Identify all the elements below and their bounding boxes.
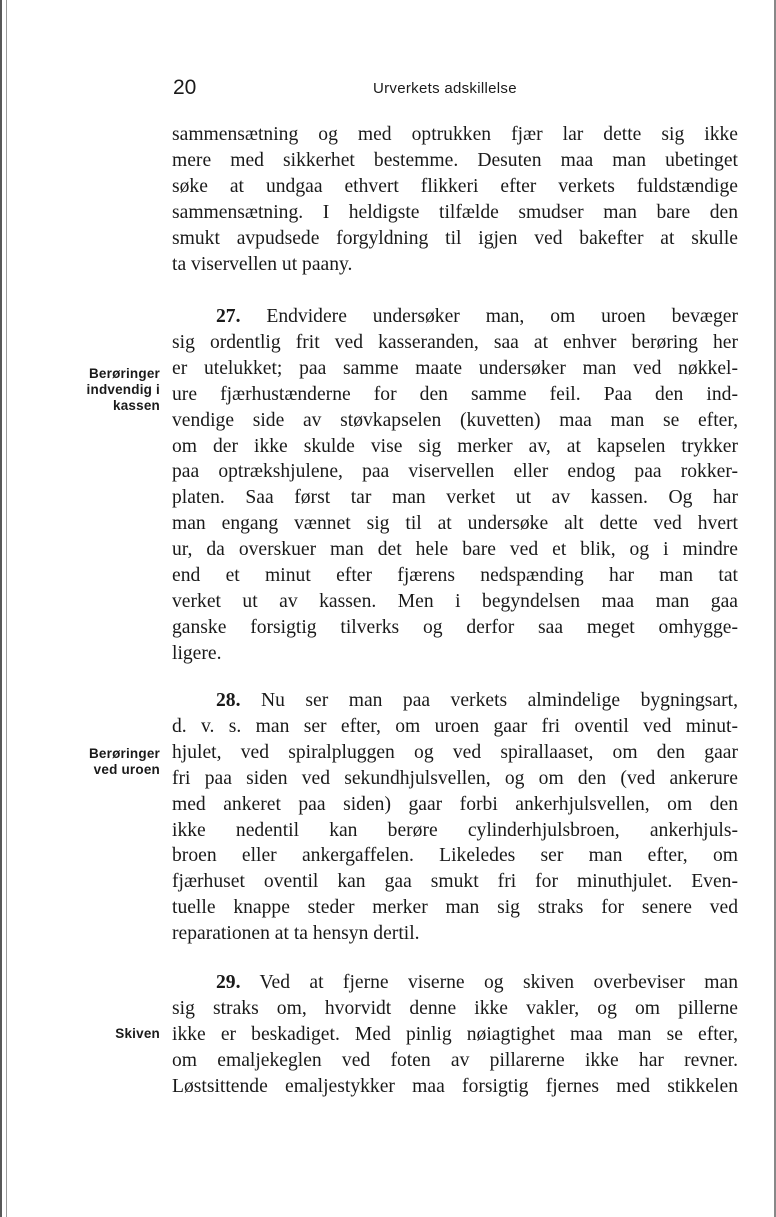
text-line: Løstsittende emaljestykker maa forsigtig fjernes med stikkelen bbox=[172, 1075, 738, 1097]
text-line: er utelukket; paa samme maate undersøker man ved nøkkel- bbox=[172, 357, 738, 379]
text-line: fri paa siden ved sekundhjulsvellen, og om den (ved ankerure bbox=[172, 767, 738, 789]
margin-note-line: Berøringer bbox=[88, 746, 160, 761]
text-line: verket ut av kassen. Men i begyndelsen maa man gaa bbox=[172, 590, 738, 612]
section-29 bbox=[172, 970, 738, 1100]
text-line: ikke nedentil kan berøre cylinderhjulsbroen, ankerhjuls- bbox=[172, 819, 738, 841]
margin-note-line: kassen bbox=[113, 398, 160, 413]
text-line: end et minut efter fjærens nedspænding har man tat bbox=[172, 565, 738, 587]
paragraph-continuation bbox=[172, 122, 738, 277]
text-line: sig straks om, hvorvidt denne ikke vakler, og om pillerne bbox=[172, 997, 738, 1019]
section-27 bbox=[172, 304, 738, 667]
text-line: om emaljekeglen ved foten av pillarerne ikke har revner. bbox=[172, 1049, 738, 1071]
text-line: ligere. bbox=[172, 642, 222, 664]
text-line: Endvidere undersøker man, om uroen bevæger bbox=[266, 306, 738, 327]
margin-note-27 bbox=[64, 366, 160, 414]
text-line: ure fjærhustænderne for den samme feil. Paa den ind- bbox=[172, 383, 738, 405]
text-line: ikke er beskadiget. Med pinlig nøiagtighet maa man se efter, bbox=[172, 1023, 738, 1045]
section-number: 27. bbox=[216, 306, 241, 327]
margin-note-line: ved uroen bbox=[93, 762, 160, 777]
margin-note-29 bbox=[64, 1026, 160, 1042]
text-line: man engang vænnet sig til at undersøke alt dette ved hvert bbox=[172, 513, 738, 535]
section-number: 28. bbox=[216, 690, 241, 711]
text-line: sig ordentlig frit ved kasseranden, saa at enhver berøring her bbox=[172, 331, 738, 353]
text-line: vendige side av støvkapselen (kuvetten) maa man se efter, bbox=[172, 409, 738, 431]
page-edge-left bbox=[0, 0, 12, 1217]
text-line: ganske forsigtig tilverks og derfor saa meget omhygge- bbox=[172, 616, 738, 638]
text-line: ur, da overskuer man det hele bare ved et blik, og i mindre bbox=[172, 539, 738, 561]
text-line: broen eller ankergaffelen. Likeledes ser man efter, om bbox=[172, 845, 738, 867]
section-first-line bbox=[172, 688, 738, 714]
text-line: tuelle knappe steder merker man sig straks for senere ved bbox=[172, 897, 738, 919]
text-line: sammensætning og med optrukken fjær lar dette sig ikke bbox=[172, 124, 738, 145]
text-line: mere med sikkerhet bestemme. Desuten maa man ubetinget bbox=[172, 149, 738, 171]
text-line: reparationen at ta hensyn dertil. bbox=[172, 923, 420, 945]
text-line: søke at undgaa ethvert flikkeri efter verkets fuldstændige bbox=[172, 175, 738, 197]
margin-note-28 bbox=[64, 746, 160, 778]
text-line: smukt avpudsede forgyldning til igjen ved bakefter at skulle bbox=[172, 227, 738, 249]
section-first-line bbox=[172, 304, 738, 330]
text-line: Ved at fjerne viserne og skiven overbeviser man bbox=[259, 972, 739, 993]
text-line: d. v. s. man ser efter, om uroen gaar fri oventil ved minut- bbox=[172, 715, 738, 737]
text-line: fjærhuset oventil kan gaa smukt fri for minuthjulet. Even- bbox=[172, 871, 738, 893]
page-number: 20 bbox=[173, 76, 197, 99]
margin-note-line: Berøringer bbox=[88, 366, 160, 381]
text-line: platen. Saa først tar man verket ut av kassen. Og har bbox=[172, 487, 738, 509]
section-28 bbox=[172, 688, 738, 947]
margin-note-line: Skiven bbox=[115, 1026, 160, 1041]
text-line: Nu ser man paa verkets almindelige bygningsart, bbox=[260, 690, 738, 711]
text-line: hjulet, ved spiralpluggen og ved spirallaaset, om den gaar bbox=[172, 741, 738, 763]
page-edge-right bbox=[768, 0, 776, 1217]
text-line: sammensætning. I heldigste tilfælde smudser man bare den bbox=[172, 201, 738, 223]
section-number: 29. bbox=[216, 972, 241, 993]
section-first-line bbox=[172, 970, 738, 996]
margin-note-line: indvendig i bbox=[86, 382, 160, 397]
running-title: Urverkets adskillelse bbox=[373, 80, 517, 97]
text-line: med ankeret paa siden) gaar forbi ankerhjulsvellen, om den bbox=[172, 793, 738, 815]
text-line: paa optrækshjulene, paa viservellen eller endog paa rokker- bbox=[172, 461, 738, 483]
text-line: om der ikke skulde vise sig merker av, at kapselen trykker bbox=[172, 435, 738, 457]
text-line: ta viservellen ut paany. bbox=[172, 253, 353, 275]
